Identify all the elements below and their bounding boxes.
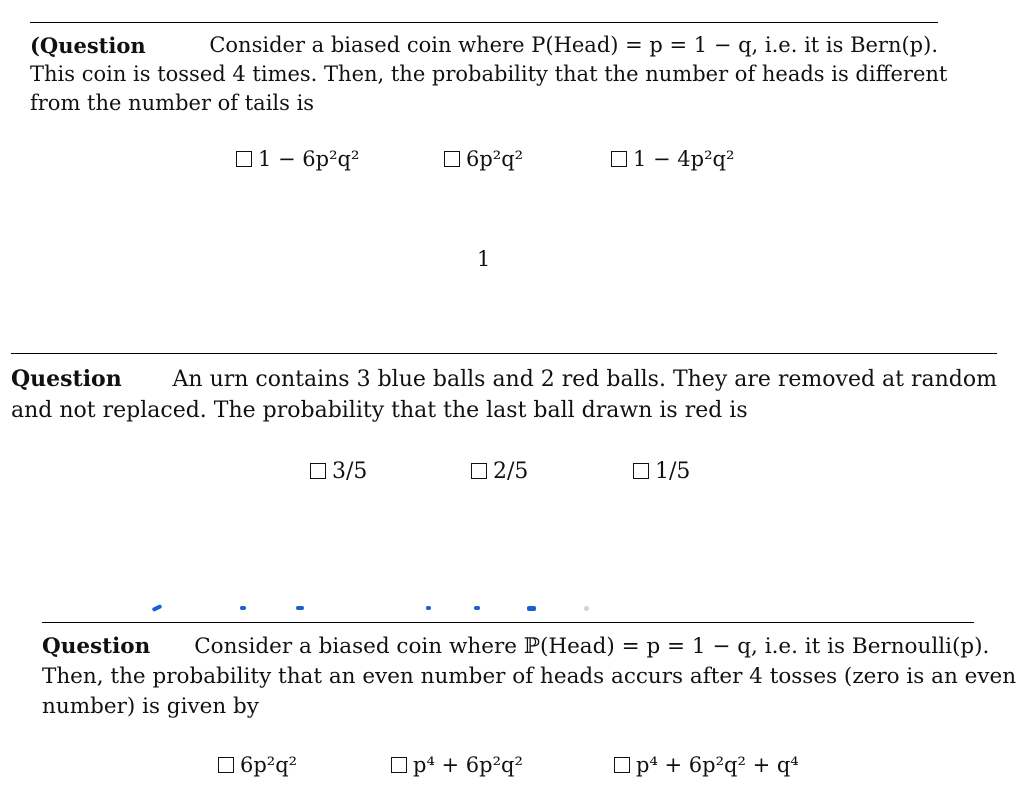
question-1-line-1: [30, 31, 938, 60]
q3-option-c-label: p⁴ + 6p²q² + q⁴: [636, 753, 799, 777]
question-2-text: [11, 364, 997, 426]
q3-option-b[interactable]: [391, 753, 523, 777]
question-2-second-line: and not replaced. The probability that the last ball drawn is red is: [11, 398, 748, 423]
checkbox-icon[interactable]: [310, 463, 326, 479]
top-rule-1: [30, 22, 938, 23]
blue-artifact: [474, 606, 480, 610]
question-1-third-line: from the number of tails is: [30, 91, 315, 115]
q2-option-b-label: 2/5: [493, 459, 529, 484]
question-3-second-line: Then, the probability that an even number of heads accurs after 4 tosses (zero is an even: [42, 664, 1017, 689]
question-2-label: Question: [11, 366, 122, 392]
checkbox-icon[interactable]: [611, 151, 627, 167]
top-rule-2: [11, 353, 997, 354]
question-2-line-1: [11, 364, 997, 395]
checkbox-icon[interactable]: [218, 757, 234, 773]
q1-option-b[interactable]: [444, 147, 523, 171]
question-1-second-line: This coin is tossed 4 times. Then, the probability that the number of heads is different: [30, 62, 948, 86]
question-1-first-line: Consider a biased coin where P(Head) = p = 1 − q, i.e. it is Bern(p).: [209, 33, 938, 57]
q2-option-c-label: 1/5: [655, 459, 691, 484]
page-number: 1: [477, 247, 491, 271]
blue-artifact: [584, 606, 589, 611]
blue-artifact: [152, 604, 163, 612]
checkbox-icon[interactable]: [471, 463, 487, 479]
checkbox-icon[interactable]: [614, 757, 630, 773]
question-1-text: [30, 31, 948, 118]
blue-artifact: [240, 606, 246, 610]
checkbox-icon[interactable]: [391, 757, 407, 773]
question-3-first-line: Consider a biased coin where ℙ(Head) = p = 1 − q, i.e. it is Bernoulli(p).: [194, 634, 990, 659]
question-2-first-line: An urn contains 3 blue balls and 2 red balls. They are removed at random: [172, 367, 997, 392]
q1-option-c-label: 1 − 4p²q²: [633, 147, 735, 171]
question-3-text: [42, 632, 1017, 722]
question-3-line-1: [42, 632, 990, 662]
checkbox-icon[interactable]: [633, 463, 649, 479]
q2-option-b[interactable]: [471, 459, 528, 484]
q2-option-c[interactable]: [633, 459, 690, 484]
q3-option-b-label: p⁴ + 6p²q²: [413, 753, 523, 777]
top-rule-3: [42, 622, 974, 623]
checkbox-icon[interactable]: [236, 151, 252, 167]
question-3-label: Question: [42, 634, 151, 659]
q1-option-a[interactable]: [236, 147, 359, 171]
blue-artifact: [426, 606, 431, 610]
question-3-third-line: number) is given by: [42, 694, 259, 719]
q1-option-a-label: 1 − 6p²q²: [258, 147, 360, 171]
q3-option-a[interactable]: [218, 753, 297, 777]
q1-option-b-label: 6p²q²: [466, 147, 524, 171]
q2-option-a-label: 3/5: [332, 459, 368, 484]
blue-artifact: [296, 606, 304, 610]
q3-option-a-label: 6p²q²: [240, 753, 298, 777]
q3-option-c[interactable]: [614, 753, 799, 777]
q2-option-a[interactable]: [310, 459, 367, 484]
question-1-label: (Question: [30, 33, 146, 58]
checkbox-icon[interactable]: [444, 151, 460, 167]
blue-artifact: [527, 606, 536, 611]
q1-option-c[interactable]: [611, 147, 734, 171]
